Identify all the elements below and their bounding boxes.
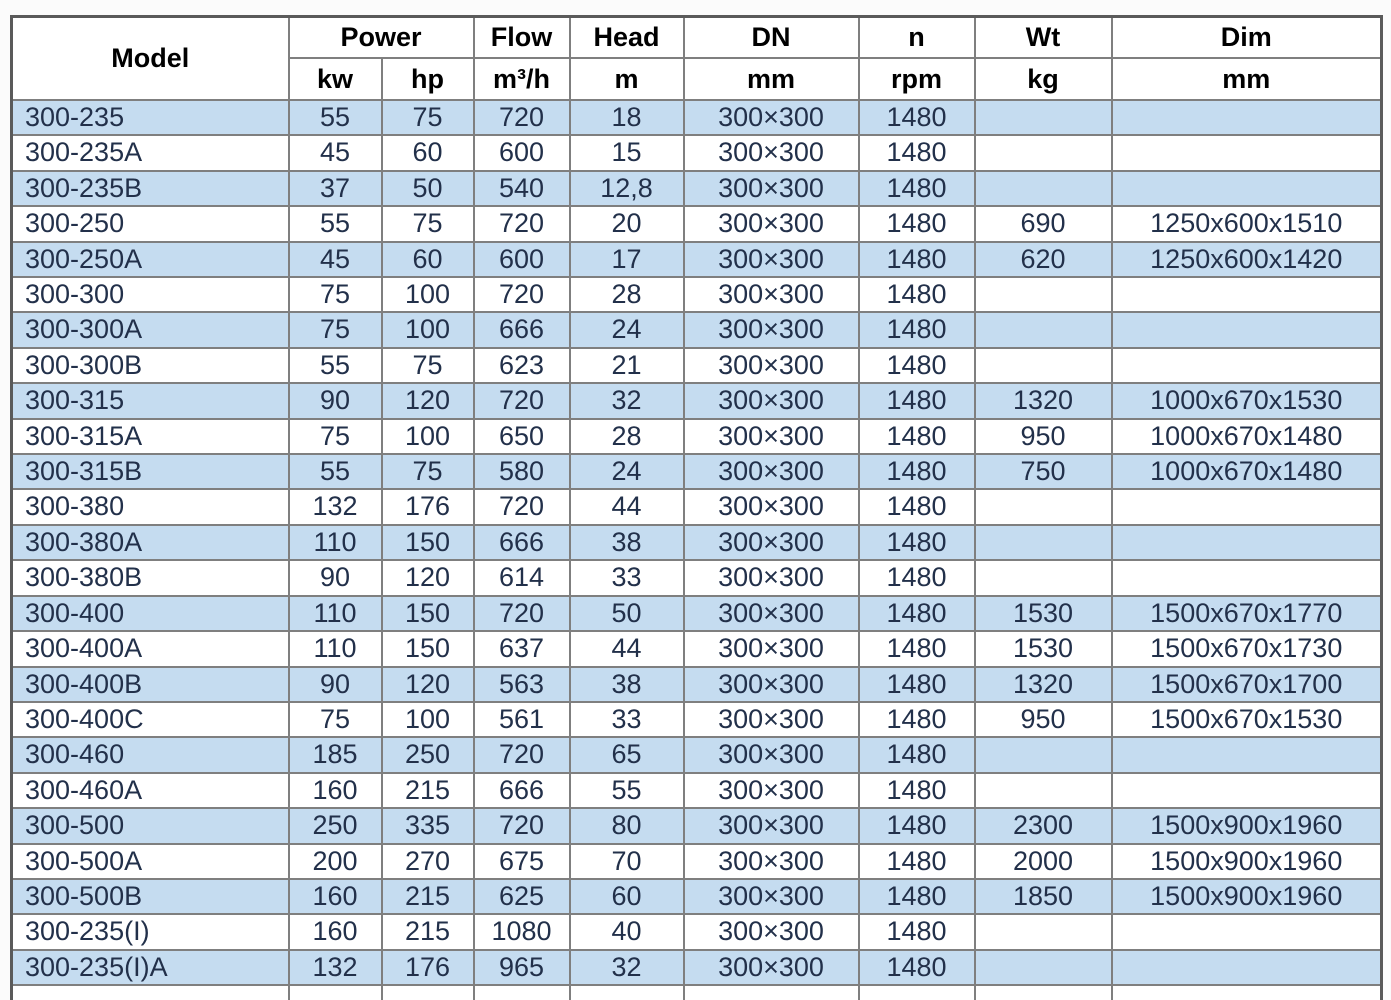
- cell-model: 300-235A: [12, 135, 289, 170]
- cell-dn: 300×300: [684, 525, 859, 560]
- table-row: [12, 383, 1382, 418]
- cell-hp: 150: [382, 596, 474, 631]
- cell-model: 300-380B: [12, 560, 289, 595]
- pump-spec-table-wrap: [10, 15, 1383, 1000]
- table-row: [12, 419, 1382, 454]
- header-unit-kw: kw: [289, 58, 382, 100]
- cell-head: 24: [570, 454, 684, 489]
- cell-dim: 1000x670x1480: [1112, 419, 1382, 454]
- empty-cell: [1112, 985, 1382, 1000]
- cell-dn: 300×300: [684, 348, 859, 383]
- cell-hp: 75: [382, 348, 474, 383]
- cell-dn: 300×300: [684, 489, 859, 524]
- cell-flow: 720: [474, 808, 570, 843]
- cell-flow: 600: [474, 135, 570, 170]
- cell-kw: 75: [289, 419, 382, 454]
- cell-flow: 720: [474, 100, 570, 135]
- table-row: [12, 844, 1382, 879]
- cell-wt: [975, 489, 1112, 524]
- cell-head: 40: [570, 914, 684, 949]
- cell-flow: 614: [474, 560, 570, 595]
- cell-kw: 132: [289, 950, 382, 985]
- cell-n: 1480: [859, 312, 975, 347]
- cell-dn: 300×300: [684, 100, 859, 135]
- cell-wt: 1320: [975, 383, 1112, 418]
- cell-n: 1480: [859, 489, 975, 524]
- cell-n: 1480: [859, 596, 975, 631]
- header-head: Head: [570, 17, 684, 59]
- cell-head: 38: [570, 667, 684, 702]
- table-row: [12, 277, 1382, 312]
- cell-wt: [975, 348, 1112, 383]
- cell-dim: [1112, 277, 1382, 312]
- cell-dim: 1250x600x1420: [1112, 242, 1382, 277]
- cell-dim: [1112, 525, 1382, 560]
- header-unit-head: m: [570, 58, 684, 100]
- cell-dn: 300×300: [684, 702, 859, 737]
- cell-model: 300-400C: [12, 702, 289, 737]
- cell-hp: 250: [382, 737, 474, 772]
- cell-kw: 160: [289, 879, 382, 914]
- cell-model: 300-500A: [12, 844, 289, 879]
- cell-wt: 1320: [975, 667, 1112, 702]
- cell-model: 300-460A: [12, 773, 289, 808]
- cell-n: 1480: [859, 419, 975, 454]
- table-row: [12, 171, 1382, 206]
- cell-dn: 300×300: [684, 631, 859, 666]
- cell-dn: 300×300: [684, 171, 859, 206]
- header-unit-n: rpm: [859, 58, 975, 100]
- cell-dn: 300×300: [684, 950, 859, 985]
- cell-kw: 185: [289, 737, 382, 772]
- cell-n: 1480: [859, 100, 975, 135]
- cell-n: 1480: [859, 667, 975, 702]
- cell-hp: 75: [382, 454, 474, 489]
- cell-model: 300-250A: [12, 242, 289, 277]
- table-row: [12, 560, 1382, 595]
- cell-dn: 300×300: [684, 773, 859, 808]
- cell-flow: 675: [474, 844, 570, 879]
- cell-n: 1480: [859, 171, 975, 206]
- cell-dn: 300×300: [684, 737, 859, 772]
- cell-wt: [975, 171, 1112, 206]
- cell-head: 50: [570, 596, 684, 631]
- cell-hp: 50: [382, 171, 474, 206]
- cell-dn: 300×300: [684, 419, 859, 454]
- cell-flow: 965: [474, 950, 570, 985]
- cell-flow: 720: [474, 277, 570, 312]
- cell-dn: 300×300: [684, 135, 859, 170]
- cell-wt: 1530: [975, 596, 1112, 631]
- cell-hp: 120: [382, 383, 474, 418]
- cell-flow: 720: [474, 383, 570, 418]
- cell-dim: [1112, 560, 1382, 595]
- cell-head: 17: [570, 242, 684, 277]
- cell-dim: [1112, 348, 1382, 383]
- cell-flow: 720: [474, 596, 570, 631]
- table-row: [12, 312, 1382, 347]
- cell-hp: 100: [382, 277, 474, 312]
- cell-kw: 45: [289, 242, 382, 277]
- cell-model: 300-315A: [12, 419, 289, 454]
- cell-model: 300-300A: [12, 312, 289, 347]
- table-row: [12, 242, 1382, 277]
- header-unit-hp: hp: [382, 58, 474, 100]
- cell-n: 1480: [859, 454, 975, 489]
- cell-hp: 215: [382, 914, 474, 949]
- cell-flow: 666: [474, 773, 570, 808]
- cell-wt: 690: [975, 206, 1112, 241]
- cell-n: 1480: [859, 808, 975, 843]
- cell-wt: 1530: [975, 631, 1112, 666]
- cell-head: 12,8: [570, 171, 684, 206]
- cell-wt: [975, 312, 1112, 347]
- cell-model: 300-235: [12, 100, 289, 135]
- table-row: [12, 702, 1382, 737]
- cell-model: 300-235(I): [12, 914, 289, 949]
- table-row: [12, 206, 1382, 241]
- header-dim: Dim: [1112, 17, 1382, 59]
- cell-wt: [975, 560, 1112, 595]
- cell-hp: 215: [382, 773, 474, 808]
- cell-kw: 250: [289, 808, 382, 843]
- cell-model: 300-400: [12, 596, 289, 631]
- cell-flow: 600: [474, 242, 570, 277]
- cell-dim: 1500x670x1770: [1112, 596, 1382, 631]
- cell-kw: 110: [289, 596, 382, 631]
- cell-hp: 100: [382, 312, 474, 347]
- cell-kw: 75: [289, 277, 382, 312]
- table-row: [12, 135, 1382, 170]
- table-row: [12, 454, 1382, 489]
- cell-head: 15: [570, 135, 684, 170]
- table-row: [12, 525, 1382, 560]
- cell-n: 1480: [859, 702, 975, 737]
- cell-n: 1480: [859, 914, 975, 949]
- cell-kw: 110: [289, 631, 382, 666]
- cell-wt: [975, 135, 1112, 170]
- cell-dn: 300×300: [684, 808, 859, 843]
- cell-head: 70: [570, 844, 684, 879]
- cell-dn: 300×300: [684, 844, 859, 879]
- cell-flow: 666: [474, 312, 570, 347]
- cell-dim: 1500x670x1530: [1112, 702, 1382, 737]
- cell-head: 28: [570, 277, 684, 312]
- empty-cell: [12, 985, 289, 1000]
- cell-hp: 75: [382, 100, 474, 135]
- table-row: [12, 773, 1382, 808]
- table-row: [12, 596, 1382, 631]
- cell-dn: 300×300: [684, 383, 859, 418]
- cell-head: 18: [570, 100, 684, 135]
- cell-dim: 1500x670x1730: [1112, 631, 1382, 666]
- cell-flow: 650: [474, 419, 570, 454]
- cell-hp: 270: [382, 844, 474, 879]
- cell-hp: 100: [382, 419, 474, 454]
- cell-kw: 110: [289, 525, 382, 560]
- cell-flow: 625: [474, 879, 570, 914]
- table-row: [12, 950, 1382, 985]
- cell-dim: 1500x900x1960: [1112, 879, 1382, 914]
- cell-hp: 335: [382, 808, 474, 843]
- cell-head: 32: [570, 383, 684, 418]
- cell-dim: 1250x600x1510: [1112, 206, 1382, 241]
- cell-n: 1480: [859, 737, 975, 772]
- cell-head: 28: [570, 419, 684, 454]
- cell-dn: 300×300: [684, 596, 859, 631]
- header-n: n: [859, 17, 975, 59]
- cell-head: 55: [570, 773, 684, 808]
- cell-n: 1480: [859, 135, 975, 170]
- cell-flow: 720: [474, 737, 570, 772]
- header-unit-flow: m³/h: [474, 58, 570, 100]
- table-row: [12, 348, 1382, 383]
- cell-model: 300-380A: [12, 525, 289, 560]
- cell-wt: 2300: [975, 808, 1112, 843]
- table-row: [12, 631, 1382, 666]
- cell-hp: 100: [382, 702, 474, 737]
- cell-hp: 60: [382, 135, 474, 170]
- cell-dim: [1112, 773, 1382, 808]
- cell-flow: 563: [474, 667, 570, 702]
- cell-dim: [1112, 950, 1382, 985]
- cell-n: 1480: [859, 560, 975, 595]
- cell-hp: 120: [382, 560, 474, 595]
- cell-dn: 300×300: [684, 454, 859, 489]
- header-power: Power: [289, 17, 474, 59]
- table-row: [12, 667, 1382, 702]
- cell-kw: 75: [289, 702, 382, 737]
- header-dn: DN: [684, 17, 859, 59]
- cell-n: 1480: [859, 525, 975, 560]
- cell-kw: 132: [289, 489, 382, 524]
- cell-dn: 300×300: [684, 206, 859, 241]
- cell-n: 1480: [859, 277, 975, 312]
- cell-head: 33: [570, 702, 684, 737]
- cell-kw: 55: [289, 454, 382, 489]
- cell-dim: [1112, 737, 1382, 772]
- cell-wt: [975, 914, 1112, 949]
- cell-kw: 90: [289, 667, 382, 702]
- cell-flow: 561: [474, 702, 570, 737]
- cell-dim: 1500x670x1700: [1112, 667, 1382, 702]
- cell-hp: 120: [382, 667, 474, 702]
- cell-model: 300-315B: [12, 454, 289, 489]
- cell-kw: 55: [289, 206, 382, 241]
- table-row: [12, 914, 1382, 949]
- cell-kw: 55: [289, 100, 382, 135]
- cell-n: 1480: [859, 773, 975, 808]
- cell-dim: 1000x670x1480: [1112, 454, 1382, 489]
- cell-kw: 45: [289, 135, 382, 170]
- cell-head: 80: [570, 808, 684, 843]
- cell-flow: 540: [474, 171, 570, 206]
- cell-model: 300-235(I)A: [12, 950, 289, 985]
- cell-dim: [1112, 100, 1382, 135]
- cell-flow: 720: [474, 206, 570, 241]
- cell-model: 300-400B: [12, 667, 289, 702]
- cell-kw: 75: [289, 312, 382, 347]
- cell-dn: 300×300: [684, 242, 859, 277]
- cell-head: 24: [570, 312, 684, 347]
- header-model: Model: [12, 17, 289, 101]
- cell-dn: 300×300: [684, 277, 859, 312]
- cell-flow: 580: [474, 454, 570, 489]
- cell-kw: 160: [289, 914, 382, 949]
- cell-model: 300-300: [12, 277, 289, 312]
- cell-head: 65: [570, 737, 684, 772]
- cell-n: 1480: [859, 242, 975, 277]
- empty-cell: [289, 985, 382, 1000]
- cell-wt: 1850: [975, 879, 1112, 914]
- cell-kw: 200: [289, 844, 382, 879]
- cell-wt: [975, 100, 1112, 135]
- cell-model: 300-500B: [12, 879, 289, 914]
- cell-dim: [1112, 171, 1382, 206]
- header-unit-dim: mm: [1112, 58, 1382, 100]
- header-flow: Flow: [474, 17, 570, 59]
- cell-kw: 55: [289, 348, 382, 383]
- cell-dim: [1112, 312, 1382, 347]
- header-unit-wt: kg: [975, 58, 1112, 100]
- cell-head: 38: [570, 525, 684, 560]
- cell-n: 1480: [859, 879, 975, 914]
- table-row: [12, 808, 1382, 843]
- cell-model: 300-400A: [12, 631, 289, 666]
- header-unit-dn: mm: [684, 58, 859, 100]
- cell-dim: 1500x900x1960: [1112, 844, 1382, 879]
- pump-spec-table: [10, 15, 1383, 1000]
- cell-dim: 1000x670x1530: [1112, 383, 1382, 418]
- cell-dim: [1112, 489, 1382, 524]
- cell-head: 32: [570, 950, 684, 985]
- cell-dn: 300×300: [684, 560, 859, 595]
- cell-n: 1480: [859, 206, 975, 241]
- cell-dn: 300×300: [684, 312, 859, 347]
- cell-head: 21: [570, 348, 684, 383]
- table-header: [12, 17, 1382, 101]
- cell-model: 300-300B: [12, 348, 289, 383]
- cell-flow: 666: [474, 525, 570, 560]
- cell-hp: 176: [382, 950, 474, 985]
- cell-kw: 37: [289, 171, 382, 206]
- cell-dn: 300×300: [684, 914, 859, 949]
- cell-flow: 623: [474, 348, 570, 383]
- cell-flow: 637: [474, 631, 570, 666]
- cell-head: 44: [570, 489, 684, 524]
- cell-wt: [975, 525, 1112, 560]
- cell-dn: 300×300: [684, 879, 859, 914]
- cell-kw: 160: [289, 773, 382, 808]
- cell-hp: 176: [382, 489, 474, 524]
- cell-model: 300-250: [12, 206, 289, 241]
- cell-kw: 90: [289, 383, 382, 418]
- cell-n: 1480: [859, 383, 975, 418]
- table-body: [12, 100, 1382, 1000]
- header-row-titles: [12, 17, 1382, 59]
- cell-head: 60: [570, 879, 684, 914]
- cell-kw: 90: [289, 560, 382, 595]
- cell-hp: 60: [382, 242, 474, 277]
- cell-head: 44: [570, 631, 684, 666]
- table-row: [12, 737, 1382, 772]
- table-row: [12, 879, 1382, 914]
- cell-flow: 1080: [474, 914, 570, 949]
- cell-dim: [1112, 914, 1382, 949]
- cell-model: 300-235B: [12, 171, 289, 206]
- cell-wt: 950: [975, 702, 1112, 737]
- header-wt: Wt: [975, 17, 1112, 59]
- cell-n: 1480: [859, 348, 975, 383]
- cell-wt: [975, 737, 1112, 772]
- cell-wt: 620: [975, 242, 1112, 277]
- cell-hp: 150: [382, 525, 474, 560]
- cell-wt: [975, 277, 1112, 312]
- empty-cell: [570, 985, 684, 1000]
- cell-model: 300-315: [12, 383, 289, 418]
- cell-wt: 950: [975, 419, 1112, 454]
- cell-hp: 75: [382, 206, 474, 241]
- cell-hp: 215: [382, 879, 474, 914]
- empty-cell: [382, 985, 474, 1000]
- cell-head: 33: [570, 560, 684, 595]
- empty-cell: [474, 985, 570, 1000]
- cell-model: 300-460: [12, 737, 289, 772]
- cell-n: 1480: [859, 844, 975, 879]
- cell-dim: 1500x900x1960: [1112, 808, 1382, 843]
- cell-wt: 2000: [975, 844, 1112, 879]
- cell-head: 20: [570, 206, 684, 241]
- cell-dn: 300×300: [684, 667, 859, 702]
- table-row: [12, 100, 1382, 135]
- empty-cell: [684, 985, 859, 1000]
- cell-model: 300-380: [12, 489, 289, 524]
- cell-hp: 150: [382, 631, 474, 666]
- cell-dim: [1112, 135, 1382, 170]
- cell-wt: [975, 950, 1112, 985]
- cell-model: 300-500: [12, 808, 289, 843]
- cell-n: 1480: [859, 950, 975, 985]
- cell-wt: 750: [975, 454, 1112, 489]
- empty-cell: [975, 985, 1112, 1000]
- cell-flow: 720: [474, 489, 570, 524]
- partial-row: [12, 985, 1382, 1000]
- cell-n: 1480: [859, 631, 975, 666]
- table-row: [12, 489, 1382, 524]
- empty-cell: [859, 985, 975, 1000]
- cell-wt: [975, 773, 1112, 808]
